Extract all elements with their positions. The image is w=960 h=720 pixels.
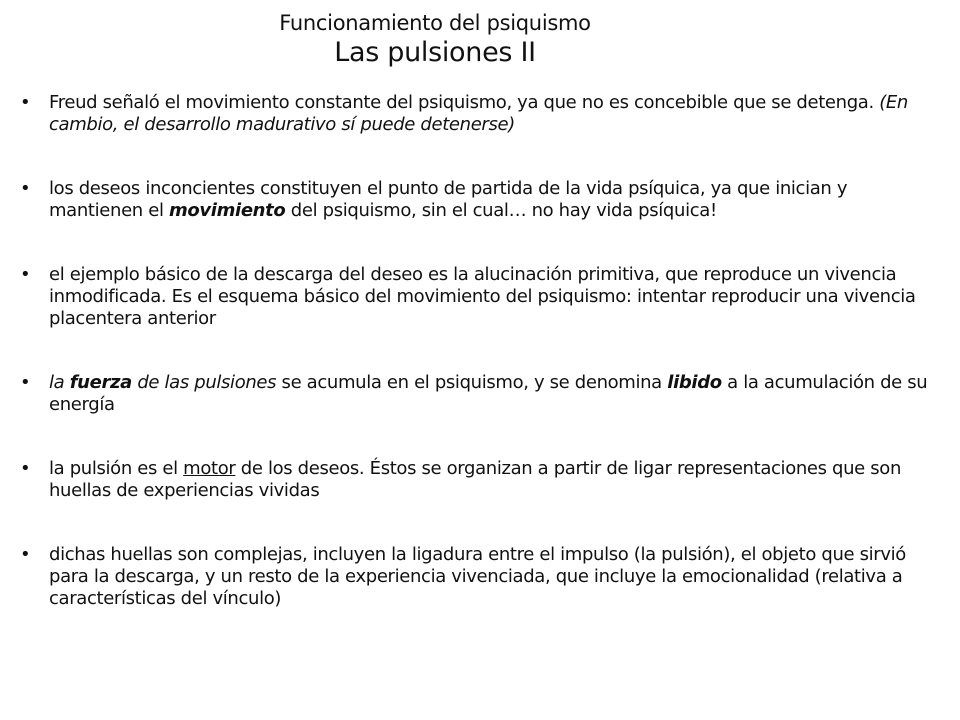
bullet-item-3 (20, 264, 935, 330)
bullet-marker: • (20, 372, 31, 393)
bullet-item-6 (20, 544, 935, 610)
bullet-italic-text: de las pulsiones (131, 372, 277, 393)
bullet-item-1 (20, 92, 935, 136)
bullet-italic-text: (En cambio, el desarrollo madurativo sí puede detenerse) (49, 92, 908, 135)
bullet-marker: • (20, 458, 31, 479)
bullet-emphasis-text: libido (667, 372, 722, 393)
bullet-text: del psiquismo, sin el cual… no hay vida psíquica! (285, 200, 717, 221)
bullet-text: la pulsión es el (49, 458, 184, 479)
bullet-emphasis-text: fuerza (69, 372, 132, 393)
bullet-text: de los deseos. Éstos se organizan a partir de ligar representaciones que son huellas de experiencias vividas (49, 458, 902, 501)
bullet-underlined-text: motor (183, 458, 236, 479)
bullet-marker: • (20, 92, 31, 113)
bullet-text: dichas huellas son complejas, incluyen la ligadura entre el impulso (la pulsión), el objeto que sirvió para la descarga, y un resto de la experiencia vivenciada, que incluye la emocionalidad (relativa a características del vínculo) (49, 544, 906, 609)
bullet-text: Freud señaló el movimiento constante del psiquismo, ya que no es concebible que se detenga. (49, 92, 880, 113)
bullet-text: los deseos inconcientes constituyen el punto de partida de la vida psíquica, ya que inician y mantienen el (49, 178, 848, 221)
bullet-text: a la acumulación de su energía (49, 372, 928, 415)
title-block (0, 10, 870, 70)
bullet-marker: • (20, 178, 31, 199)
bullet-marker: • (20, 544, 31, 565)
bullet-item-2 (20, 178, 935, 222)
bullet-text: el ejemplo básico de la descarga del deseo es la alucinación primitiva, que reproduce un vivencia inmodificada. Es el esquema básico del movimiento del psiquismo: intentar reproducir una vivencia placentera anterior (49, 264, 916, 329)
bullet-marker: • (20, 264, 31, 285)
bullet-item-4 (20, 372, 935, 416)
bullet-text: se acumula en el psiquismo, y se denomina (276, 372, 668, 393)
bullet-list (20, 92, 935, 610)
bullet-emphasis-text: movimiento (168, 200, 286, 221)
slide-subtitle: Las pulsiones II (334, 37, 536, 68)
slide-title: Funcionamiento del psiquismo (279, 11, 591, 35)
bullet-item-5 (20, 458, 935, 502)
bullet-italic-text: la (49, 372, 70, 393)
